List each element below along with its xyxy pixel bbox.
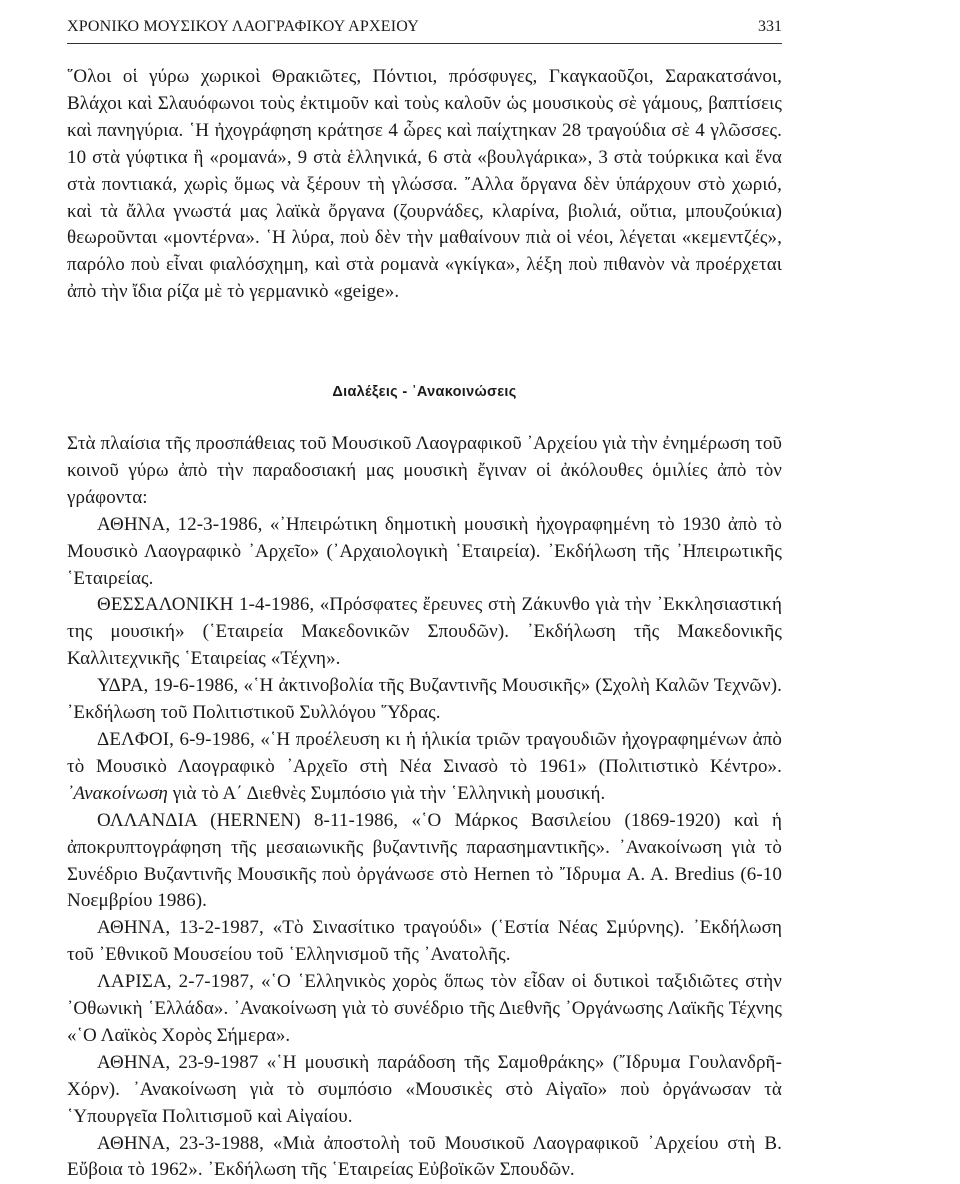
lecture-entry-delphi-1986 xyxy=(67,727,782,808)
section-heading: Διαλέξεις - ᾿Ανακοινώσεις xyxy=(332,384,517,400)
lecture-entry-hydra-1986: ΥΔΡΑ, 19-6-1986, «῾Η ἀκτινοβολία τῆς Βυζαντινῆς Μουσικῆς» (Σχολὴ Καλῶν Τεχνῶν). ᾿Εκδήλωση τοῦ Πολιτιστικοῦ Συλλόγου ῞Υδρας. xyxy=(67,675,782,724)
lecture-entry-netherlands-1986: ΟΛΛΑΝΔΙΑ (HERNEN) 8-11-1986, «῾Ο Μάρκος Βασιλείου (1869-1920) καὶ ἡ ἀποκρυπτογράφηση τῆς μεσαιωνικῆς βυζαντινῆς παρασημαντικῆς». ᾿Ανακοίνωση γιὰ τὸ Συνέδριο Βυζαντινῆς Μουσικῆς ποὺ ὀργάνωσε στὸ Hernen τὸ ῎Ιδρυμα A. A. Bredius (6-10 Νοεμβρίου 1986). xyxy=(67,809,782,912)
header-rule xyxy=(67,43,782,44)
lecture-entry-larisa-1987: ΛΑΡΙΣΑ, 2-7-1987, «῾Ο ῾Ελληνικὸς χορὸς ὅπως τὸν εἶδαν οἱ δυτικοὶ ταξιδιῶτες στὴν ᾿Οθωνικὴ ῾Ελλάδα». ᾿Ανακοίνωση γιὰ τὸ συνέδριο τῆς Διεθνῆς ᾿Οργάνωσης Λαϊκῆς Τέχνης «῾Ο Λαϊκὸς Χορὸς Σήμερα». xyxy=(67,971,782,1046)
lecture-entry-athens-1986: ΑΘΗΝΑ, 12-3-1986, «᾿Ηπειρώτικη δημοτικὴ μουσικὴ ἠχογραφημένη τὸ 1930 ἀπὸ τὸ Μουσικὸ Λαογραφικὸ ᾿Αρχεῖο» (᾿Αρχαιολογικὴ ῾Εταιρεία). ᾿Εκδήλωση τῆς ᾿Ηπειρωτικῆς ῾Εταιρείας. xyxy=(67,513,782,589)
running-title: ΧΡΟΝΙΚΟ ΜΟΥΣΙΚΟΥ ΛΑΟΓΡΑΦΙΚΟΥ ΑΡΧΕΙΟΥ xyxy=(67,18,419,35)
running-header xyxy=(67,16,782,42)
lecture-entry-athens-feb-1987: ΑΘΗΝΑ, 13-2-1987, «Τὸ Σινασίτικο τραγούδι» (῾Εστία Νέας Σμύρνης). ᾿Εκδήλωση τοῦ ᾿Εθνικοῦ Μουσείου τοῦ ῾Ελληνισμοῦ τῆς ᾿Ανατολῆς. xyxy=(67,917,782,966)
intro-paragraph: ῞Ολοι οἱ γύρω χωρικοὶ Θρακιῶτες, Πόντιοι, πρόσφυγες, Γκαγκαοῦζοι, Σαρακατσάνοι, Βλάχοι καὶ Σλαυόφωνοι τοὺς ἐκτιμοῦν καὶ τοὺς καλοῦν ὡς μουσικοὺς σὲ γάμους, βαπτίσεις καὶ πανηγύρια. ῾Η ἠχογράφηση κράτησε 4 ὧρες καὶ παίχτηκαν 28 τραγούδια σὲ 4 γλῶσσες. 10 στὰ γύφτικα ἢ «ρομανά», 9 στὰ ἑλληνικά, 6 στὰ «βουλγάρικα», 3 στὰ τούρκικα καὶ ἕνα στὰ ποντιακά, χωρὶς ὅμως νὰ ξέρουν τὴ γλώσσα. ῎Αλλα ὄργανα δὲν ὑπάρχουν στὸ χωριό, καὶ τὰ ἄλλα γνωστά μας λαϊκὰ ὄργανα (ζουρνάδες, κλαρίνα, βιολιά, οὔτια, μπουζούκια) θεωροῦνται «μοντέρνα». ῾Η λύρα, ποὺ δὲν τὴν μαθαίνουν πιὰ οἱ νέοι, λέγεται «κεμεντζές», παρόλο ποὺ εἶναι φιαλόσχημη, καὶ στὰ ρομανὰ «γκίγκα», λέξη ποὺ πιθανὸν νὰ προέρχεται ἀπὸ τὴν ἴδια ρίζα μὲ τὸ γερμανικὸ «geige». xyxy=(67,66,782,303)
intro-text-block xyxy=(67,64,782,306)
lecture-entry-thessaloniki-1986: ΘΕΣΣΑΛΟΝΙΚΗ 1-4-1986, «Πρόσφατες ἔρευνες στὴ Ζάκυνθο γιὰ τὴν ᾿Εκκλησιαστική της μουσική» (῾Εταιρεία Μακεδονικῶν Σπουδῶν). ᾿Εκδήλωση τῆς Μακεδονικῆς Καλλιτεχνικῆς ῾Εταιρείας «Τέχνη». xyxy=(67,594,782,670)
section-lead-paragraph: Στὰ πλαίσια τῆς προσπάθειας τοῦ Μουσικοῦ Λαογραφικοῦ ᾿Αρχείου γιὰ τὴν ἐνημέρωση τοῦ κοινοῦ γύρω ἀπὸ τὴν παραδοσιακή μας μουσικὴ ἔγιναν οἱ ἀκόλουθες ὁμιλίες ἀπὸ τὸν γράφοντα: xyxy=(67,433,782,508)
page-number: 331 xyxy=(758,18,782,35)
lecture-entry-athens-sep-1987: ΑΘΗΝΑ, 23-9-1987 «῾Η μουσικὴ παράδοση τῆς Σαμοθράκης» (῎Ιδρυμα Γουλανδρῆ-Χόρν). ᾿Ανακοίνωση γιὰ τὸ συμπόσιο «Μουσικὲς στὸ Αἰγαῖο» ποὺ ὀργάνωσαν τὰ ῾Υπουργεῖα Πολιτισμοῦ καὶ Αἰγαίου. xyxy=(67,1051,782,1127)
entry-text: γιὰ τὸ Α΄ Διεθνὲς Συμπόσιο γιὰ τὴν ῾Ελληνικὴ μουσική. xyxy=(167,782,606,804)
lectures-list xyxy=(67,431,782,1184)
entry-text: ΔΕΛΦΟΙ, 6-9-1986, «῾Η προέλευση κι ἡ ἡλικία τριῶν τραγουδιῶν ἠχογραφημένων ἀπὸ τὸ Μουσικὸ Λαογραφικὸ ᾿Αρχεῖο στὴ Νέα Σινασὸ τὸ 1961» (Πολιτιστικὸ Κέντρο». xyxy=(67,728,782,777)
entry-emphasis: ᾿Ανακοίνωση xyxy=(67,782,168,804)
lecture-entry-athens-1988: ΑΘΗΝΑ, 23-3-1988, «Μιὰ ἀποστολὴ τοῦ Μουσικοῦ Λαογραφικοῦ ᾿Αρχείου στὴ Β. Εὔβοια τὸ 1962». ᾿Εκδήλωση τῆς ῾Εταιρείας Εὐβοϊκῶν Σπουδῶν. xyxy=(67,1132,782,1181)
